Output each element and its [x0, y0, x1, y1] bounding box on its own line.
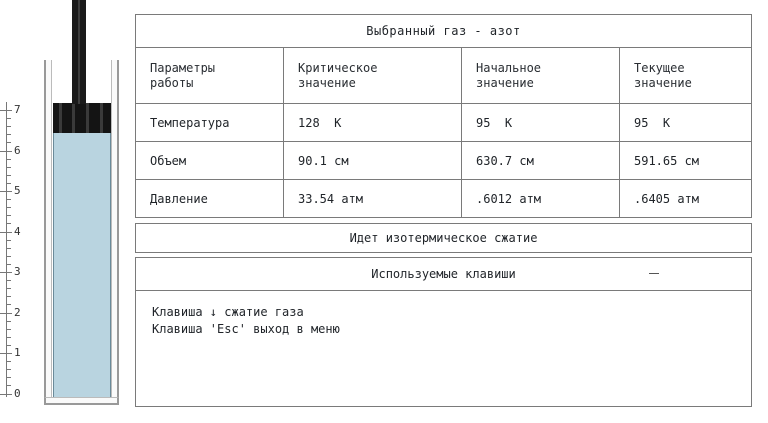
keys-title: Используемые клавиши	[371, 267, 516, 281]
scale-tick-minor	[6, 215, 11, 216]
key-hint-esc: Клавиша 'Esc' выход в меню	[152, 322, 340, 336]
scale-label: 7	[14, 103, 21, 116]
scale-tick-minor	[6, 288, 11, 289]
scale-tick-minor	[6, 248, 11, 249]
scale-tick-minor	[6, 167, 11, 168]
cell-current: 591.65 см	[620, 142, 752, 180]
cylinder-bottom	[44, 397, 119, 405]
scale-tick-minor	[6, 183, 11, 184]
scale-tick-minor	[6, 361, 11, 362]
cell-critical: 33.54 атм	[284, 180, 462, 218]
cell-initial: 95 К	[462, 104, 620, 142]
scale-tick-minor	[6, 199, 11, 200]
scale-tick-minor	[6, 159, 11, 160]
scale-tick-minor	[6, 385, 11, 386]
scale-label: 2	[14, 305, 21, 319]
cell-current: 95 К	[620, 104, 752, 142]
cell-label: Давление	[136, 180, 284, 218]
scale-tick-minor	[6, 329, 11, 330]
scale-tick-minor	[6, 304, 11, 305]
keys-title-row	[136, 258, 751, 291]
header-current: Текущее значение	[620, 48, 752, 104]
scale-tick-minor	[6, 223, 11, 224]
parameters-panel	[135, 14, 752, 218]
scale-tick-major	[0, 110, 12, 111]
cell-critical: 90.1 см	[284, 142, 462, 180]
keys-panel	[135, 257, 752, 407]
key-hint-compress: Клавиша ↓ сжатие газа	[152, 305, 304, 319]
scale-label: 4	[14, 224, 21, 238]
scale-tick-major	[0, 151, 12, 152]
scale-tick-minor	[6, 240, 11, 241]
scale-tick-minor	[6, 134, 11, 135]
scale-label: 0	[14, 386, 21, 400]
scale-tick-minor	[6, 175, 11, 176]
scale-tick-major	[0, 353, 12, 354]
cell-label: Объем	[136, 142, 284, 180]
status-panel	[135, 223, 752, 253]
header-parameters: Параметры работы	[136, 48, 284, 104]
cell-critical: 128 К	[284, 104, 462, 142]
piston	[53, 103, 111, 133]
keys-list	[136, 291, 751, 338]
scale-label: 5	[14, 184, 21, 197]
scale-tick-minor	[6, 142, 11, 143]
header-initial: Начальное значение	[462, 48, 620, 104]
scale-label: 6	[14, 143, 21, 157]
scale-tick-minor	[6, 345, 11, 346]
selected-gas-title: Выбранный газ - азот	[136, 15, 751, 48]
scale-tick-minor	[6, 264, 11, 265]
table-header-row	[136, 48, 751, 104]
cylinder-wall-right	[111, 60, 119, 405]
scale-tick-minor	[6, 280, 11, 281]
scale-tick-minor	[6, 337, 11, 338]
scale-tick-major	[0, 272, 12, 273]
scale-tick-major	[0, 313, 12, 314]
scale-tick-minor	[6, 377, 11, 378]
scale-tick-minor	[6, 369, 11, 370]
scale-tick-minor	[6, 256, 11, 257]
piston-rod	[72, 0, 86, 104]
scale-tick-minor	[6, 118, 11, 119]
scale-tick-major	[0, 191, 12, 192]
scale-label: 3	[14, 265, 21, 278]
scale-label: 1	[14, 346, 21, 359]
cylinder-wall-left	[44, 60, 52, 405]
scale-tick-major	[0, 232, 12, 233]
cell-current: .6405 атм	[620, 180, 752, 218]
gas-cylinder-apparatus	[0, 0, 130, 423]
scale-tick-minor	[6, 321, 11, 322]
table-row-volume	[136, 142, 751, 180]
table-row-pressure	[136, 180, 751, 218]
scale-tick-minor	[6, 126, 11, 127]
scale-tick-major	[0, 394, 12, 395]
table-row-temperature	[136, 104, 751, 142]
dash-mark	[649, 273, 659, 274]
gas-volume	[53, 132, 111, 397]
parameters-table	[136, 48, 751, 217]
cell-initial: 630.7 см	[462, 142, 620, 180]
status-text: Идет изотермическое сжатие	[349, 231, 538, 245]
cell-initial: .6012 атм	[462, 180, 620, 218]
cell-label: Температура	[136, 104, 284, 142]
header-critical: Критическое значение	[284, 48, 462, 104]
scale-tick-minor	[6, 296, 11, 297]
scale-tick-minor	[6, 207, 11, 208]
